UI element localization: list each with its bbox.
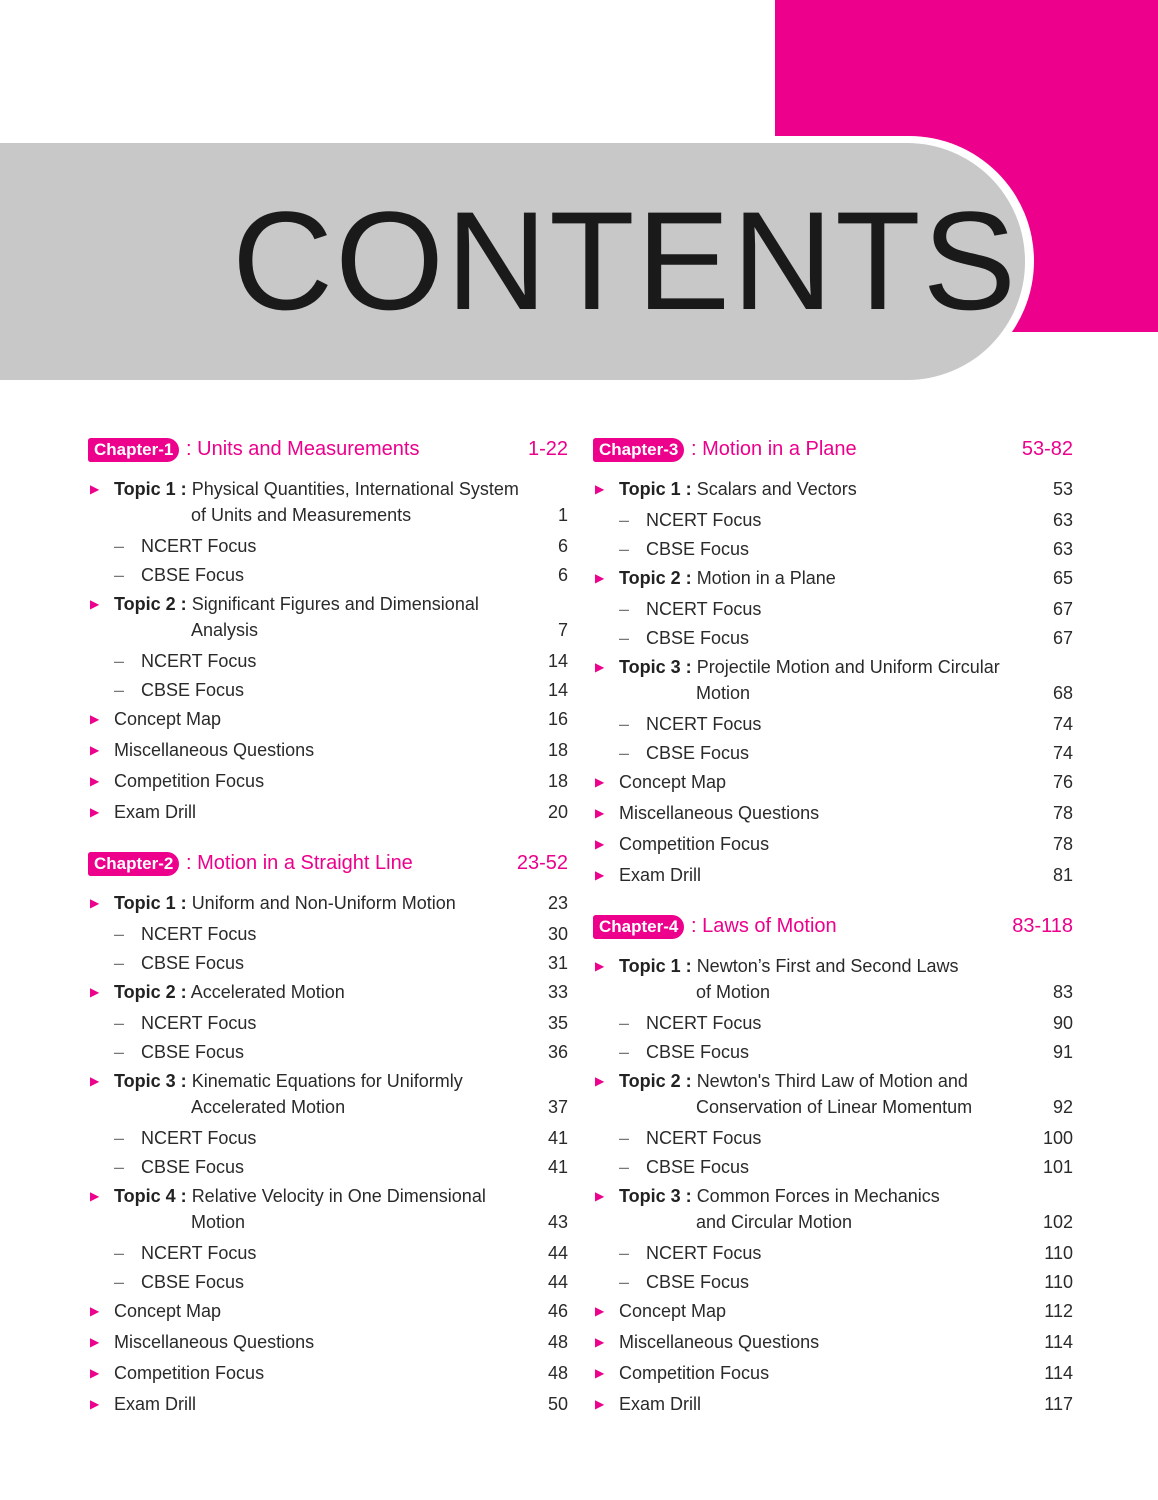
page-number: 33 <box>547 982 568 1002</box>
toc-topic[interactable] <box>593 476 1073 502</box>
toc-subitem[interactable] <box>88 1154 568 1180</box>
toc-subitem[interactable] <box>88 1240 568 1266</box>
page-number: 90 <box>1052 1013 1073 1033</box>
toc-subitem[interactable] <box>593 711 1073 737</box>
triangle-bullet-icon: ▶ <box>595 660 605 674</box>
toc-subitem-label: CBSE Focus <box>141 565 245 585</box>
page-number: 65 <box>1052 568 1073 588</box>
toc-label-continuation: Analysis <box>191 620 259 640</box>
dash-bullet: – <box>619 539 630 559</box>
toc-topic[interactable] <box>593 1183 1073 1235</box>
triangle-bullet-icon: ▶ <box>90 1189 100 1203</box>
dash-bullet: – <box>114 1272 125 1292</box>
page-number: 78 <box>1052 834 1073 854</box>
page-number: 114 <box>1044 1332 1073 1352</box>
toc-label-text: Common Forces in Mechanics <box>696 1186 940 1206</box>
toc-topic[interactable] <box>88 1068 568 1120</box>
toc-subitem[interactable] <box>593 536 1073 562</box>
toc-label-text: Concept Map <box>114 709 222 729</box>
dash-bullet: – <box>619 1042 630 1062</box>
triangle-bullet-icon: ▶ <box>595 571 605 585</box>
toc-subitem-label: CBSE Focus <box>646 1272 750 1292</box>
toc-label <box>619 1360 769 1386</box>
chapter-title-text: Motion in a Straight Line <box>197 852 413 874</box>
toc-subitem[interactable] <box>88 533 568 559</box>
toc-label-text: Scalars and Vectors <box>696 479 857 499</box>
toc-topic[interactable] <box>593 565 1073 591</box>
page-number: 43 <box>547 1212 568 1232</box>
toc-label-text: Newton’s First and Second Laws <box>696 956 959 976</box>
toc-label <box>619 476 857 502</box>
page-number: 31 <box>547 953 568 973</box>
topic-number: Topic 2 : <box>619 1071 692 1091</box>
toc-label-text: Competition Focus <box>619 834 770 854</box>
page-number: 7 <box>557 620 568 640</box>
toc-label <box>114 476 519 502</box>
dash-bullet: – <box>619 1272 630 1292</box>
triangle-bullet-icon: ▶ <box>90 896 100 910</box>
topic-number: Topic 2 : <box>114 982 187 1002</box>
page-number: 78 <box>1052 803 1073 823</box>
triangle-bullet-icon: ▶ <box>90 774 100 788</box>
page-number: 6 <box>557 536 568 556</box>
topic-number: Topic 1 : <box>114 479 187 499</box>
page-number: 83 <box>1052 982 1073 1002</box>
page-number: 35 <box>547 1013 568 1033</box>
toc-label <box>114 768 264 794</box>
toc-label <box>619 800 819 826</box>
chapter-title[interactable] <box>691 913 837 939</box>
toc-topic[interactable] <box>88 591 568 643</box>
page-number: 6 <box>557 565 568 585</box>
toc-subitem-label: NCERT Focus <box>646 1128 762 1148</box>
dash-bullet: – <box>114 565 125 585</box>
toc-item[interactable] <box>593 1391 1073 1417</box>
dash-bullet: – <box>114 1128 125 1148</box>
toc-label <box>114 1183 486 1209</box>
toc-subitem-label: CBSE Focus <box>646 628 750 648</box>
dash-bullet: – <box>619 1013 630 1033</box>
toc-label-continuation: of Motion <box>696 982 771 1002</box>
toc-topic[interactable] <box>593 654 1073 706</box>
chapter-title-text: Units and Measurements <box>197 438 420 460</box>
dash-bullet: – <box>619 1128 630 1148</box>
toc-label-text: Exam Drill <box>114 1394 197 1414</box>
page-number: 1 <box>557 505 568 525</box>
toc-subitem[interactable] <box>88 1010 568 1036</box>
toc-item[interactable] <box>88 1329 568 1355</box>
toc-label-text: Competition Focus <box>114 1363 265 1383</box>
toc-label <box>619 1391 701 1417</box>
toc-topic[interactable] <box>88 1183 568 1235</box>
chapter-section <box>593 913 1073 1417</box>
chapter-badge: Chapter-2 <box>88 852 179 876</box>
dash-bullet: – <box>114 1013 125 1033</box>
toc-item[interactable] <box>593 769 1073 795</box>
chapter-page-range: 1-22 <box>527 438 568 460</box>
toc-subitem[interactable] <box>88 1269 568 1295</box>
toc-subitem[interactable] <box>88 1125 568 1151</box>
triangle-bullet-icon: ▶ <box>90 1366 100 1380</box>
toc-label <box>114 890 456 916</box>
triangle-bullet-icon: ▶ <box>90 1335 100 1349</box>
triangle-bullet-icon: ▶ <box>595 482 605 496</box>
page-number: 110 <box>1044 1243 1073 1263</box>
toc-label <box>114 799 196 825</box>
toc-subitem-label: CBSE Focus <box>646 539 750 559</box>
triangle-bullet-icon: ▶ <box>90 805 100 819</box>
dash-bullet: – <box>619 714 630 734</box>
triangle-bullet-icon: ▶ <box>595 1397 605 1411</box>
dash-bullet: – <box>114 1243 125 1263</box>
toc-label-text: Significant Figures and Dimensional <box>191 594 479 614</box>
chapter-section <box>593 436 1073 888</box>
triangle-bullet-icon: ▶ <box>90 482 100 496</box>
triangle-bullet-icon: ▶ <box>595 959 605 973</box>
toc-label-text: Miscellaneous Questions <box>619 1332 820 1352</box>
dash-bullet: – <box>114 953 125 973</box>
toc-subitem[interactable] <box>88 648 568 674</box>
chapter-heading[interactable] <box>593 913 1073 943</box>
toc-topic[interactable] <box>88 890 568 916</box>
toc-label-text: Newton's Third Law of Motion and <box>696 1071 968 1091</box>
page-number: 110 <box>1044 1272 1073 1292</box>
page-number: 18 <box>547 771 568 791</box>
page-number: 16 <box>547 709 568 729</box>
triangle-bullet-icon: ▶ <box>90 1304 100 1318</box>
dash-bullet: – <box>619 1157 630 1177</box>
toc-subitem-label: CBSE Focus <box>141 1042 245 1062</box>
toc-label-continuation: Motion <box>696 683 751 703</box>
chapter-section <box>88 436 568 825</box>
triangle-bullet-icon: ▶ <box>90 712 100 726</box>
toc-label-text: Kinematic Equations for Uniformly <box>191 1071 463 1091</box>
dash-bullet: – <box>114 536 125 556</box>
chapter-page-range: 83-118 <box>1012 915 1073 937</box>
toc-subitem-label: CBSE Focus <box>646 1042 750 1062</box>
toc-topic[interactable] <box>593 1068 1073 1120</box>
triangle-bullet-icon: ▶ <box>595 837 605 851</box>
toc-subitem[interactable] <box>593 1010 1073 1036</box>
page-number: 48 <box>547 1332 568 1352</box>
page-number: 46 <box>547 1301 568 1321</box>
toc-item[interactable] <box>593 1298 1073 1324</box>
topic-number: Topic 2 : <box>619 568 692 588</box>
page-number: 41 <box>547 1128 568 1148</box>
toc-subitem-label: CBSE Focus <box>141 680 245 700</box>
triangle-bullet-icon: ▶ <box>90 743 100 757</box>
toc-subitem-label: NCERT Focus <box>646 1243 762 1263</box>
toc-item[interactable] <box>88 768 568 794</box>
toc-label <box>619 654 1000 680</box>
toc-subitem-label: CBSE Focus <box>646 1157 750 1177</box>
page-number: 41 <box>547 1157 568 1177</box>
chapter-page-range: 53-82 <box>1021 438 1073 460</box>
toc-topic[interactable] <box>88 979 568 1005</box>
toc-label-text: Concept Map <box>619 772 727 792</box>
page-number: 102 <box>1042 1212 1073 1232</box>
toc-subitem-label: CBSE Focus <box>141 1272 245 1292</box>
toc-topic[interactable] <box>593 953 1073 1005</box>
page-number: 114 <box>1044 1363 1073 1383</box>
toc-label-text: Competition Focus <box>619 1363 770 1383</box>
triangle-bullet-icon: ▶ <box>90 985 100 999</box>
page-number: 92 <box>1052 1097 1073 1117</box>
toc-label <box>114 979 345 1005</box>
page-number: 74 <box>1052 743 1073 763</box>
triangle-bullet-icon: ▶ <box>595 868 605 882</box>
toc-label-text: Competition Focus <box>114 771 265 791</box>
toc-subitem-label: NCERT Focus <box>141 1128 257 1148</box>
page-number: 36 <box>547 1042 568 1062</box>
triangle-bullet-icon: ▶ <box>595 1189 605 1203</box>
toc-label-text: Accelerated Motion <box>190 982 345 1002</box>
dash-bullet: – <box>114 651 125 671</box>
chapter-title[interactable] <box>186 436 419 462</box>
toc-label-continuation: Conservation of Linear Momentum <box>696 1097 973 1117</box>
toc-subitem[interactable] <box>88 677 568 703</box>
page-number: 44 <box>547 1243 568 1263</box>
toc-label <box>114 1298 221 1324</box>
topic-number: Topic 3 : <box>619 1186 692 1206</box>
page-number: 18 <box>547 740 568 760</box>
triangle-bullet-icon: ▶ <box>90 1074 100 1088</box>
page-number: 100 <box>1042 1128 1073 1148</box>
toc-subitem[interactable] <box>88 921 568 947</box>
page-title: CONTENTS <box>232 182 1018 339</box>
toc-subitem[interactable] <box>593 740 1073 766</box>
chapter-separator: : <box>186 852 192 874</box>
triangle-bullet-icon: ▶ <box>595 1335 605 1349</box>
toc-label <box>114 1068 463 1094</box>
dash-bullet: – <box>619 628 630 648</box>
toc-label-text: Miscellaneous Questions <box>619 803 820 823</box>
toc-item[interactable] <box>88 706 568 732</box>
page-number: 50 <box>547 1394 568 1414</box>
chapter-page-range: 23-52 <box>516 852 568 874</box>
page-number: 37 <box>547 1097 568 1117</box>
toc-subitem[interactable] <box>593 625 1073 651</box>
page-number: 14 <box>547 680 568 700</box>
toc-subitem-label: CBSE Focus <box>646 743 750 763</box>
toc-label-text: Exam Drill <box>114 802 197 822</box>
toc-subitem-label: NCERT Focus <box>141 924 257 944</box>
toc-subitem-label: NCERT Focus <box>141 536 257 556</box>
chapter-title-text: Laws of Motion <box>702 915 837 937</box>
chapter-title[interactable] <box>186 850 413 876</box>
toc-item[interactable] <box>88 737 568 763</box>
toc-label <box>619 769 726 795</box>
chapter-separator: : <box>691 915 697 937</box>
dash-bullet: – <box>619 510 630 530</box>
toc-label <box>619 1298 726 1324</box>
toc-label <box>619 1329 819 1355</box>
chapter-badge: Chapter-4 <box>593 915 684 939</box>
toc-label-text: Concept Map <box>114 1301 222 1321</box>
chapter-title-text: Motion in a Plane <box>702 438 857 460</box>
triangle-bullet-icon: ▶ <box>90 597 100 611</box>
triangle-bullet-icon: ▶ <box>595 1304 605 1318</box>
dash-bullet: – <box>114 1157 125 1177</box>
toc-item[interactable] <box>88 1298 568 1324</box>
page-number: 14 <box>547 651 568 671</box>
topic-number: Topic 1 : <box>619 956 692 976</box>
toc-label-continuation: and Circular Motion <box>696 1212 853 1232</box>
page-number: 76 <box>1052 772 1073 792</box>
toc-item[interactable] <box>593 800 1073 826</box>
toc-subitem-label: CBSE Focus <box>141 953 245 973</box>
toc-subitem-label: NCERT Focus <box>141 651 257 671</box>
toc-label <box>114 591 479 617</box>
page-number: 68 <box>1052 683 1073 703</box>
topic-number: Topic 1 : <box>619 479 692 499</box>
toc-label <box>619 565 836 591</box>
toc-label <box>114 1360 264 1386</box>
page-number: 101 <box>1042 1157 1073 1177</box>
toc-item[interactable] <box>593 1329 1073 1355</box>
chapter-badge: Chapter-3 <box>593 438 684 462</box>
toc-label <box>619 831 769 857</box>
toc-label <box>114 706 221 732</box>
triangle-bullet-icon: ▶ <box>595 806 605 820</box>
toc-item[interactable] <box>88 1391 568 1417</box>
toc-label-text: Projectile Motion and Uniform Circular <box>696 657 1000 677</box>
dash-bullet: – <box>619 599 630 619</box>
toc-label-text: Concept Map <box>619 1301 727 1321</box>
toc-subitem-label: NCERT Focus <box>141 1013 257 1033</box>
toc-subitem-label: NCERT Focus <box>646 714 762 734</box>
toc-column-right <box>593 436 1073 1422</box>
dash-bullet: – <box>114 680 125 700</box>
page-number: 44 <box>547 1272 568 1292</box>
toc-item[interactable] <box>88 799 568 825</box>
page-number: 63 <box>1052 539 1073 559</box>
page-number: 67 <box>1052 599 1073 619</box>
toc-label-text: Miscellaneous Questions <box>114 740 315 760</box>
toc-column-left <box>88 436 568 1422</box>
topic-number: Topic 1 : <box>114 893 187 913</box>
chapter-heading[interactable] <box>88 850 568 880</box>
toc-subitem[interactable] <box>593 1240 1073 1266</box>
toc-label <box>114 1391 196 1417</box>
toc-label-text: Physical Quantities, International System <box>191 479 519 499</box>
chapter-heading[interactable] <box>88 436 568 466</box>
toc-label <box>114 1329 314 1355</box>
triangle-bullet-icon: ▶ <box>90 1397 100 1411</box>
toc-label-text: Motion in a Plane <box>696 568 836 588</box>
toc-subitem[interactable] <box>593 507 1073 533</box>
page-number: 63 <box>1052 510 1073 530</box>
toc-item[interactable] <box>593 1360 1073 1386</box>
page-number: 112 <box>1044 1301 1073 1321</box>
toc-subitem-label: NCERT Focus <box>646 510 762 530</box>
toc-label <box>619 953 959 979</box>
chapter-section <box>88 850 568 1417</box>
toc-label-text: Exam Drill <box>619 1394 702 1414</box>
toc-subitem[interactable] <box>593 1269 1073 1295</box>
chapter-title[interactable] <box>691 436 857 462</box>
topic-number: Topic 2 : <box>114 594 187 614</box>
toc-subitem[interactable] <box>88 1039 568 1065</box>
page-number: 20 <box>547 802 568 822</box>
page-number: 48 <box>547 1363 568 1383</box>
page-number: 91 <box>1052 1042 1073 1062</box>
triangle-bullet-icon: ▶ <box>595 1074 605 1088</box>
page-number: 67 <box>1052 628 1073 648</box>
toc-subitem-label: NCERT Focus <box>646 599 762 619</box>
toc-subitem-label: NCERT Focus <box>646 1013 762 1033</box>
chapter-badge: Chapter-1 <box>88 438 179 462</box>
topic-number: Topic 3 : <box>114 1071 187 1091</box>
toc-label <box>619 862 701 888</box>
toc-item[interactable] <box>593 831 1073 857</box>
toc-subitem[interactable] <box>593 1125 1073 1151</box>
toc-topic[interactable] <box>88 476 568 528</box>
page-number: 81 <box>1052 865 1073 885</box>
triangle-bullet-icon: ▶ <box>595 775 605 789</box>
toc-label <box>619 1068 968 1094</box>
dash-bullet: – <box>619 1243 630 1263</box>
page-number: 117 <box>1044 1394 1073 1414</box>
topic-number: Topic 4 : <box>114 1186 187 1206</box>
toc-label-text: Uniform and Non-Uniform Motion <box>191 893 456 913</box>
toc-subitem[interactable] <box>593 596 1073 622</box>
toc-subitem-label: CBSE Focus <box>141 1157 245 1177</box>
toc-subitem-label: NCERT Focus <box>141 1243 257 1263</box>
toc-label <box>114 737 314 763</box>
triangle-bullet-icon: ▶ <box>595 1366 605 1380</box>
toc-label-continuation: Accelerated Motion <box>191 1097 346 1117</box>
toc-label-text: Miscellaneous Questions <box>114 1332 315 1352</box>
toc-subitem[interactable] <box>88 562 568 588</box>
toc-subitem[interactable] <box>88 950 568 976</box>
dash-bullet: – <box>619 743 630 763</box>
toc-label <box>619 1183 940 1209</box>
toc-item[interactable] <box>593 862 1073 888</box>
chapter-separator: : <box>186 438 192 460</box>
topic-number: Topic 3 : <box>619 657 692 677</box>
page-number: 74 <box>1052 714 1073 734</box>
toc-label-continuation: of Units and Measurements <box>191 505 412 525</box>
toc-item[interactable] <box>88 1360 568 1386</box>
toc-label-continuation: Motion <box>191 1212 246 1232</box>
page-number: 30 <box>547 924 568 944</box>
dash-bullet: – <box>114 1042 125 1062</box>
toc-label-text: Relative Velocity in One Dimensional <box>191 1186 486 1206</box>
toc-subitem[interactable] <box>593 1154 1073 1180</box>
chapter-separator: : <box>691 438 697 460</box>
chapter-heading[interactable] <box>593 436 1073 466</box>
page-number: 53 <box>1052 479 1073 499</box>
dash-bullet: – <box>114 924 125 944</box>
toc-subitem[interactable] <box>593 1039 1073 1065</box>
toc-label-text: Exam Drill <box>619 865 702 885</box>
page-number: 23 <box>547 893 568 913</box>
